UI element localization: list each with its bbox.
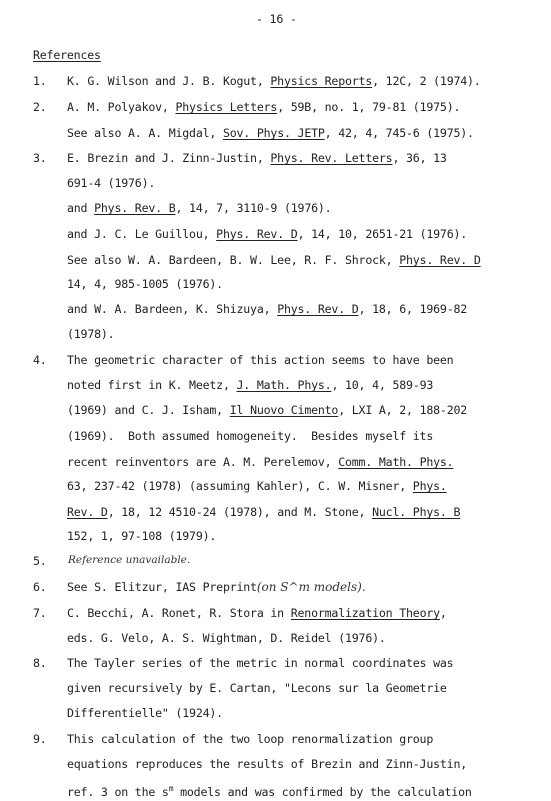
- ref-5-handwritten-note: Reference unavailable.: [68, 554, 191, 566]
- ref-text: (1969) and C. J. Isham,: [67, 403, 230, 417]
- ref-9-line-2: equations reproduces the results of Brezin and Zinn-Justin,: [67, 757, 468, 771]
- ref-text: K. G. Wilson and J. B. Kogut,: [67, 74, 271, 88]
- journal-title: Phys. Rev. B: [94, 201, 176, 215]
- ref-3-line-7: [67, 302, 467, 316]
- ref-2-line-1: [67, 100, 460, 114]
- ref-text: ,: [439, 606, 447, 620]
- ref-text: and W. A. Bardeen, K. Shizuya,: [67, 302, 278, 316]
- ref-8-number: 8.: [33, 656, 47, 670]
- ref-1-number: 1.: [33, 74, 47, 88]
- ref-3-line-6: 14, 4, 985-1005 (1976).: [67, 277, 223, 291]
- ref-6-number: 6.: [33, 580, 47, 594]
- ref-4-number: 4.: [33, 353, 47, 367]
- ref-text: , 14, 7, 3110-9 (1976).: [175, 201, 332, 215]
- ref-9-number: 9.: [33, 732, 47, 746]
- ref-text: and J. C. Le Guillou,: [67, 227, 217, 241]
- ref-7-line-2: eds. G. Velo, A. S. Wightman, D. Reidel (1976).: [67, 631, 386, 645]
- ref-text: ref. 3 on the s: [67, 784, 169, 799]
- ref-5-number: 5.: [33, 554, 47, 568]
- ref-3-line-1: [67, 151, 447, 165]
- journal-title: Rev. D: [67, 505, 108, 519]
- ref-3-number: 3.: [33, 151, 47, 165]
- journal-title: Phys.: [412, 479, 447, 493]
- journal-title: Il Nuovo Cimento: [229, 403, 339, 417]
- references-heading: References: [33, 48, 101, 62]
- journal-title: Phys. Rev. D: [277, 302, 359, 316]
- ref-text: C. Becchi, A. Ronet, R. Stora in: [67, 606, 291, 620]
- ref-4-line-4: (1969). Both assumed homogeneity. Besides myself its: [67, 429, 434, 443]
- ref-text: recent reinventors are A. M. Perelemov,: [67, 455, 339, 469]
- ref-text: A. M. Polyakov,: [67, 100, 176, 114]
- ref-text: 63, 237-42 (1978) (assuming Kahler), C. W. Misner,: [67, 479, 413, 493]
- ref-4-line-2: [67, 378, 433, 392]
- ref-3-line-2: 691-4 (1976).: [67, 176, 156, 190]
- ref-3-line-4: [67, 227, 467, 241]
- ref-7-line-1: [67, 606, 447, 620]
- ref-text: , 12C, 2 (1974).: [372, 74, 481, 88]
- ref-8-line-2: given recursively by E. Cartan, "Lecons sur la Geometrie: [67, 681, 447, 695]
- ref-text: , LXI A, 2, 188-202: [338, 403, 468, 417]
- journal-title: Phys. Rev. D: [216, 227, 298, 241]
- ref-8-line-1: The Tayler series of the metric in normal coordinates was: [67, 656, 454, 670]
- ref-2-number: 2.: [33, 100, 47, 114]
- ref-4-line-1: The geometric character of this action seems to have been: [67, 353, 454, 367]
- journal-title: Nucl. Phys. B: [372, 505, 461, 519]
- ref-4-line-6: [67, 479, 447, 493]
- page-number: - 16 -: [256, 12, 297, 26]
- ref-3-line-5: [67, 253, 481, 267]
- ref-4-line-8: 152, 1, 97-108 (1979).: [67, 529, 217, 543]
- ref-8-line-3: Differentielle" (1924).: [67, 706, 223, 720]
- ref-text: and: [67, 201, 95, 215]
- ref-4-line-3: [67, 403, 467, 417]
- journal-title: Phys. Rev. Letters: [270, 151, 393, 165]
- ref-3-line-8: (1978).: [67, 327, 115, 341]
- journal-title: Phys. Rev. D: [399, 253, 481, 267]
- ref-2-line-2: [67, 126, 474, 140]
- ref-text: See also A. A. Migdal,: [67, 126, 223, 140]
- ref-1-line-1: [67, 74, 481, 88]
- ref-text: models and was confirmed by the calculation: [173, 784, 472, 799]
- journal-title: Physics Reports: [270, 74, 373, 88]
- journal-title: Sov. Phys. JETP: [222, 126, 325, 140]
- ref-text: See also W. A. Bardeen, B. W. Lee, R. F. Shrock,: [67, 253, 400, 267]
- ref-text: , 18, 12 4510-24 (1978), and M. Stone,: [107, 505, 373, 519]
- ref-text: See S. Elitzur, IAS Preprint: [67, 580, 257, 594]
- ref-text: , 14, 10, 2651-21 (1976).: [297, 227, 468, 241]
- journal-title: J. Math. Phys.: [236, 378, 332, 392]
- ref-6-line-1: [67, 580, 366, 594]
- ref-4-line-5: [67, 455, 453, 469]
- book-title: Renormalization Theory: [290, 606, 440, 620]
- ref-text: , 18, 6, 1969-82: [358, 302, 468, 316]
- ref-9-line-3: [67, 782, 472, 799]
- ref-text: , 10, 4, 589-93: [331, 378, 434, 392]
- ref-text: , 36, 13: [392, 151, 447, 165]
- ref-text: , 59B, no. 1, 79-81 (1975).: [277, 100, 461, 114]
- journal-title: Comm. Math. Phys.: [338, 455, 454, 469]
- journal-title: Physics Letters: [175, 100, 278, 114]
- ref-9-line-1: This calculation of the two loop renormalization group: [67, 732, 434, 746]
- handwritten-annotation: (on S^m models).: [256, 580, 366, 594]
- ref-3-line-3: [67, 201, 331, 215]
- ref-7-number: 7.: [33, 606, 47, 620]
- ref-text: E. Brezin and J. Zinn-Justin,: [67, 151, 271, 165]
- superscript: m: [168, 784, 174, 793]
- ref-text: noted first in K. Meetz,: [67, 378, 237, 392]
- ref-text: , 42, 4, 745-6 (1975).: [324, 126, 474, 140]
- ref-4-line-7: [67, 505, 460, 519]
